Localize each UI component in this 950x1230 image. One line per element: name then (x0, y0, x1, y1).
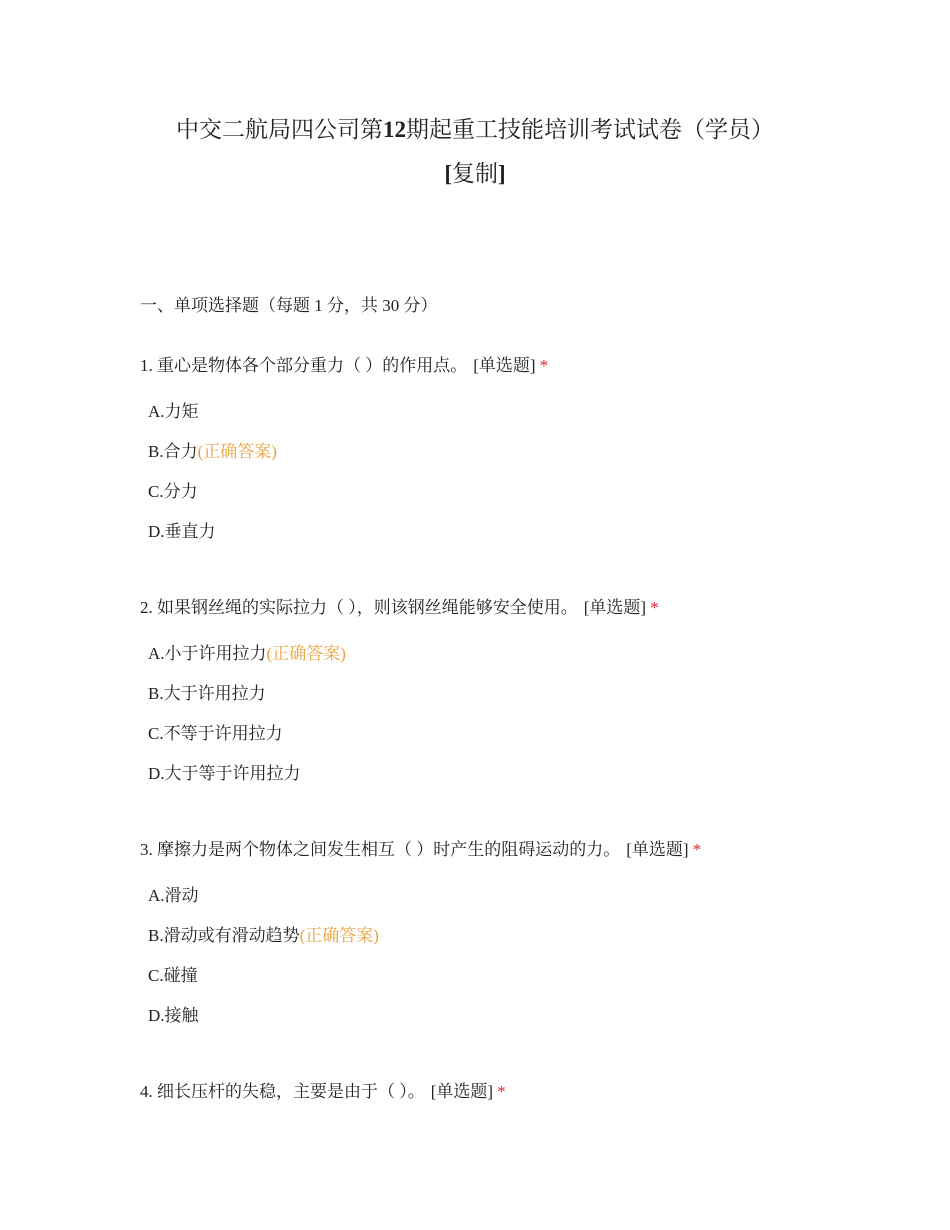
question-1-option-c (148, 480, 198, 504)
option-label: B.大于许用拉力 (148, 684, 266, 703)
question-type: [单选题] (583, 598, 647, 617)
question-4 (140, 1080, 506, 1104)
option-label: B.合力 (148, 442, 198, 461)
question-2-option-c (148, 722, 283, 746)
option-label: A.小于许用拉力 (148, 644, 267, 663)
correct-answer-marker: (正确答案) (266, 644, 346, 663)
question-type: [单选题] (473, 356, 536, 375)
required-mark: * (692, 840, 702, 859)
question-3-option-b (148, 924, 379, 948)
question-2 (140, 596, 659, 620)
option-label: D.接触 (148, 1006, 199, 1025)
title-bracket-open: [ (444, 161, 452, 186)
question-type: [单选题] (430, 1082, 494, 1101)
question-3 (140, 838, 701, 862)
question-3-option-d (148, 1004, 199, 1028)
question-1-option-d (148, 520, 216, 544)
title-suffix: 期起重工技能培训考试试卷（学员） (406, 117, 774, 142)
required-mark: * (539, 356, 549, 375)
question-1 (140, 354, 548, 378)
option-label: A.力矩 (148, 402, 199, 421)
required-mark: * (497, 1082, 506, 1101)
option-label: A.滑动 (148, 886, 199, 905)
page-title (100, 108, 850, 196)
question-text: 3. 摩擦力是两个物体之间发生相互（ ）时产生的阻碍运动的力。 (140, 840, 621, 859)
option-label: C.碰撞 (148, 966, 198, 985)
title-line-1 (100, 108, 850, 152)
required-mark: * (650, 598, 659, 617)
question-3-option-a (148, 884, 199, 908)
title-prefix: 中交二航局四公司第 (176, 117, 383, 142)
question-1-option-b (148, 440, 277, 464)
option-label: B.滑动或有滑动趋势 (148, 926, 300, 945)
question-2-option-a (148, 642, 346, 666)
question-text: 2. 如果钢丝绳的实际拉力（ ），则该钢丝绳能够安全使用。 (140, 598, 578, 617)
question-text: 1. 重心是物体各个部分重力（ ）的作用点。 (140, 356, 468, 375)
question-text: 4. 细长压杆的失稳，主要是由于（ ）。 (140, 1082, 425, 1101)
correct-answer-marker: (正确答案) (197, 442, 277, 461)
option-label: D.大于等于许用拉力 (148, 764, 301, 783)
option-label: D.垂直力 (148, 522, 216, 541)
option-label: C.分力 (148, 482, 198, 501)
section-heading: 一、单项选择题（每题 1 分，共 30 分） (140, 296, 438, 315)
title-copy-label: 复制 (452, 161, 498, 186)
question-3-option-c (148, 964, 198, 988)
question-2-option-d (148, 762, 301, 786)
question-type: [单选题] (626, 840, 689, 859)
correct-answer-marker: (正确答案) (299, 926, 379, 945)
question-1-option-a (148, 400, 199, 424)
question-2-option-b (148, 682, 266, 706)
title-line-2 (100, 152, 850, 196)
option-label: C.不等于许用拉力 (148, 724, 283, 743)
title-number: 12 (383, 117, 406, 142)
title-bracket-close: ] (498, 161, 506, 186)
